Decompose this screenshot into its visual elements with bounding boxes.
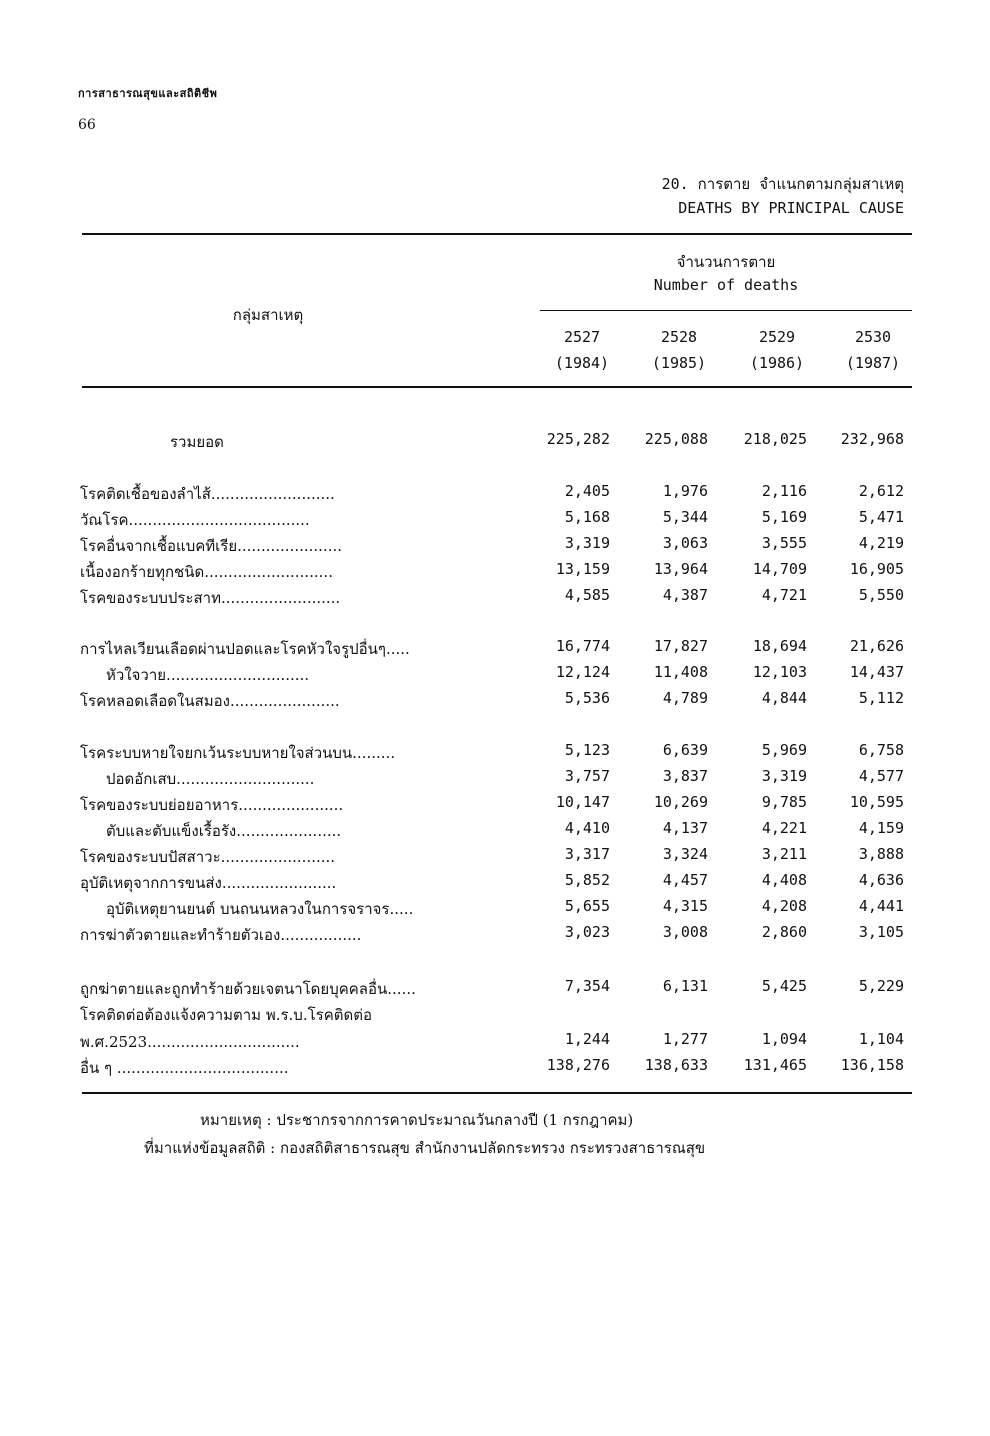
year-header-be: 2529 bbox=[758, 328, 796, 346]
death-count-cell: 1,094 bbox=[761, 1030, 807, 1048]
death-count-cell: 5,112 bbox=[858, 689, 904, 707]
death-count-cell: 6,131 bbox=[662, 977, 708, 995]
death-count-cell: 9,785 bbox=[761, 793, 807, 811]
table-row bbox=[0, 637, 990, 663]
death-count-cell: 5,852 bbox=[564, 871, 610, 889]
death-count-cell: 4,844 bbox=[761, 689, 807, 707]
death-count-cell: 17,827 bbox=[653, 637, 708, 655]
death-count-cell: 3,063 bbox=[662, 534, 708, 552]
death-count-cell: 12,124 bbox=[555, 663, 610, 681]
year-header-ce: (1984) bbox=[554, 354, 610, 372]
top-rule bbox=[82, 233, 912, 235]
table-row bbox=[0, 560, 990, 586]
death-count-cell: 4,408 bbox=[761, 871, 807, 889]
death-count-cell: 1,277 bbox=[662, 1030, 708, 1048]
year-header-be: 2528 bbox=[660, 328, 698, 346]
death-count-cell: 5,123 bbox=[564, 741, 610, 759]
death-count-cell: 3,211 bbox=[761, 845, 807, 863]
cause-label: ถูกฆ่าตายและถูกทำร้ายด้วยเจตนาโดยบุคคลอื่น...... bbox=[80, 980, 416, 998]
death-count-cell: 14,709 bbox=[752, 560, 807, 578]
death-count-cell: 4,159 bbox=[858, 819, 904, 837]
table-row bbox=[0, 793, 990, 819]
cause-label: อุบัติเหตุจากการขนส่ง........................ bbox=[80, 874, 337, 892]
table-title-english: DEATHS BY PRINCIPAL CAUSE bbox=[678, 199, 904, 217]
cause-group-header: กลุ่มสาเหตุ bbox=[232, 306, 304, 324]
death-count-cell: 2,405 bbox=[564, 482, 610, 500]
death-count-cell: 1,244 bbox=[564, 1030, 610, 1048]
death-count-cell: 138,276 bbox=[546, 1056, 610, 1074]
cause-label: ปอดอักเสบ............................. bbox=[106, 770, 315, 788]
death-count-cell: 4,208 bbox=[761, 897, 807, 915]
death-count-cell: 5,229 bbox=[858, 977, 904, 995]
year-header-be: 2530 bbox=[854, 328, 892, 346]
death-count-cell: 4,585 bbox=[564, 586, 610, 604]
cause-label: การฆ่าตัวตายและทำร้ายตัวเอง................. bbox=[80, 926, 362, 944]
page-number: 66 bbox=[78, 117, 96, 133]
death-count-cell: 3,319 bbox=[761, 767, 807, 785]
death-count-cell: 10,595 bbox=[849, 793, 904, 811]
total-label: รวมยอด bbox=[170, 433, 224, 451]
cause-label: การไหลเวียนเลือดผ่านปอดและโรคหัวใจรูปอื่นๆ..... bbox=[80, 640, 410, 658]
death-count-cell: 1,104 bbox=[858, 1030, 904, 1048]
header-bottom-rule bbox=[82, 386, 912, 388]
death-count-cell: 5,471 bbox=[858, 508, 904, 526]
source-note: ที่มาแห่งข้อมูลสถิติ : กองสถิติสาธารณสุข สำนักงานปลัดกระทรวง กระทรวงสาธารณสุข bbox=[144, 1139, 706, 1157]
death-count-cell: 4,315 bbox=[662, 897, 708, 915]
death-count-cell: 13,159 bbox=[555, 560, 610, 578]
death-count-cell: 4,387 bbox=[662, 586, 708, 604]
cause-label: อื่น ๆ .................................... bbox=[80, 1059, 289, 1077]
cause-label: โรคติดต่อต้องแจ้งความตาม พ.ร.บ.โรคติดต่อ bbox=[80, 1006, 372, 1024]
death-count-cell: 5,536 bbox=[564, 689, 610, 707]
death-count-cell: 5,550 bbox=[858, 586, 904, 604]
deaths-header-english: Number of deaths bbox=[653, 276, 799, 294]
cause-label: อุบัติเหตุยานยนต์ บนถนนหลวงในการจราจร..... bbox=[106, 900, 414, 918]
death-count-cell: 4,457 bbox=[662, 871, 708, 889]
cause-label: โรคระบบหายใจยกเว้นระบบหายใจส่วนบน......... bbox=[80, 744, 396, 762]
death-count-cell: 16,905 bbox=[849, 560, 904, 578]
death-count-cell: 138,633 bbox=[644, 1056, 708, 1074]
cause-label: ตับและตับแข็งเรื้อรัง...................... bbox=[106, 822, 342, 840]
cause-label: โรคอื่นจากเชื้อแบคทีเรีย...................... bbox=[80, 537, 343, 555]
table-row bbox=[0, 977, 990, 1003]
death-count-cell: 5,969 bbox=[761, 741, 807, 759]
year-header-ce: (1987) bbox=[845, 354, 901, 372]
table-row bbox=[0, 819, 990, 845]
death-count-cell: 4,721 bbox=[761, 586, 807, 604]
table-row bbox=[0, 689, 990, 715]
table-title-thai: 20. การตาย จำแนกตามกลุ่มสาเหตุ bbox=[661, 175, 904, 193]
table-row bbox=[0, 534, 990, 560]
death-count-cell: 3,555 bbox=[761, 534, 807, 552]
remark-note: หมายเหตุ : ประชากรจากการคาดประมาณวันกลางปี (1 กรกฎาคม) bbox=[200, 1111, 634, 1129]
cause-label: โรคติดเชื้อของลำไส้.......................... bbox=[80, 485, 335, 503]
death-count-cell: 3,319 bbox=[564, 534, 610, 552]
year-header-ce: (1986) bbox=[749, 354, 805, 372]
death-count-cell: 4,137 bbox=[662, 819, 708, 837]
death-count-cell: 3,324 bbox=[662, 845, 708, 863]
death-count-cell: 3,888 bbox=[858, 845, 904, 863]
table-row bbox=[0, 1030, 990, 1056]
death-count-cell: 4,441 bbox=[858, 897, 904, 915]
death-count-cell: 2,612 bbox=[858, 482, 904, 500]
cause-label: วัณโรค...................................... bbox=[80, 511, 310, 529]
deaths-header-thai: จำนวนการตาย bbox=[676, 253, 776, 271]
death-count-cell: 3,023 bbox=[564, 923, 610, 941]
total-value-2530: 232,968 bbox=[840, 430, 904, 448]
death-count-cell: 4,577 bbox=[858, 767, 904, 785]
death-count-cell: 11,408 bbox=[653, 663, 708, 681]
table-row bbox=[0, 741, 990, 767]
table-row bbox=[0, 663, 990, 689]
year-header-ce: (1985) bbox=[651, 354, 707, 372]
death-count-cell: 3,837 bbox=[662, 767, 708, 785]
total-row bbox=[0, 430, 990, 456]
cause-label: โรคของระบบย่อยอาหาร...................... bbox=[80, 796, 344, 814]
death-count-cell: 5,655 bbox=[564, 897, 610, 915]
table-row bbox=[0, 508, 990, 534]
death-count-cell: 18,694 bbox=[752, 637, 807, 655]
death-count-cell: 136,158 bbox=[840, 1056, 904, 1074]
total-value-2527: 225,282 bbox=[546, 430, 610, 448]
cause-label: โรคของระบบปัสสาวะ........................ bbox=[80, 848, 336, 866]
death-count-cell: 7,354 bbox=[564, 977, 610, 995]
death-count-cell: 4,789 bbox=[662, 689, 708, 707]
death-count-cell: 131,465 bbox=[743, 1056, 807, 1074]
table-row bbox=[0, 897, 990, 923]
cause-label: โรคของระบบประสาท......................... bbox=[80, 589, 341, 607]
running-header: การสาธารณสุขและสถิติชีพ bbox=[78, 87, 218, 100]
death-count-cell: 10,269 bbox=[653, 793, 708, 811]
death-count-cell: 5,344 bbox=[662, 508, 708, 526]
death-count-cell: 12,103 bbox=[752, 663, 807, 681]
total-value-2529: 218,025 bbox=[743, 430, 807, 448]
death-count-cell: 4,636 bbox=[858, 871, 904, 889]
death-count-cell: 6,639 bbox=[662, 741, 708, 759]
table-row bbox=[0, 1056, 990, 1082]
death-count-cell: 5,425 bbox=[761, 977, 807, 995]
table-row bbox=[0, 871, 990, 897]
death-count-cell: 16,774 bbox=[555, 637, 610, 655]
death-count-cell: 1,976 bbox=[662, 482, 708, 500]
death-count-cell: 21,626 bbox=[849, 637, 904, 655]
table-row bbox=[0, 767, 990, 793]
death-count-cell: 5,168 bbox=[564, 508, 610, 526]
cause-label: โรคหลอดเลือดในสมอง....................... bbox=[80, 692, 340, 710]
death-count-cell: 2,116 bbox=[761, 482, 807, 500]
year-header-be: 2527 bbox=[563, 328, 601, 346]
death-count-cell: 4,221 bbox=[761, 819, 807, 837]
death-count-cell: 14,437 bbox=[849, 663, 904, 681]
total-value-2528: 225,088 bbox=[644, 430, 708, 448]
table-row bbox=[0, 482, 990, 508]
bottom-rule bbox=[82, 1092, 912, 1094]
table-row bbox=[0, 923, 990, 949]
death-count-cell: 6,758 bbox=[858, 741, 904, 759]
death-count-cell: 4,410 bbox=[564, 819, 610, 837]
death-count-cell: 3,317 bbox=[564, 845, 610, 863]
death-count-cell: 3,757 bbox=[564, 767, 610, 785]
cause-label: เนื้องอกร้ายทุกชนิด........................... bbox=[80, 563, 333, 581]
table-row bbox=[0, 845, 990, 871]
table-row bbox=[0, 586, 990, 612]
cause-label: พ.ศ.2523................................ bbox=[80, 1033, 300, 1051]
cause-label: หัวใจวาย.............................. bbox=[106, 666, 310, 684]
death-count-cell: 3,008 bbox=[662, 923, 708, 941]
death-count-cell: 3,105 bbox=[858, 923, 904, 941]
death-count-cell: 5,169 bbox=[761, 508, 807, 526]
subheader-rule bbox=[540, 310, 912, 311]
death-count-cell: 10,147 bbox=[555, 793, 610, 811]
death-count-cell: 4,219 bbox=[858, 534, 904, 552]
death-count-cell: 13,964 bbox=[653, 560, 708, 578]
table-row bbox=[0, 1003, 990, 1029]
death-count-cell: 2,860 bbox=[761, 923, 807, 941]
